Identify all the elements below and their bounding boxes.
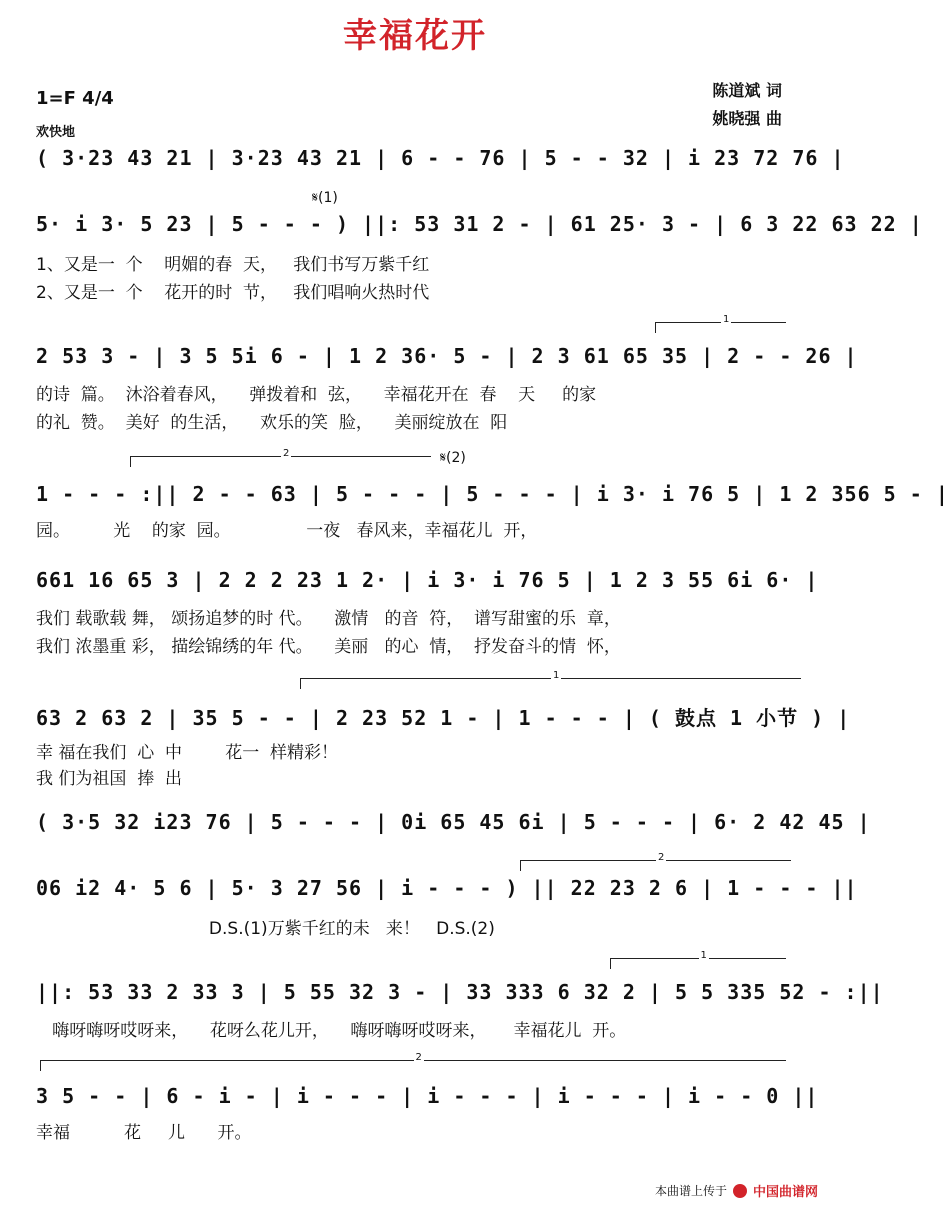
score-line: ( 3·5 32 i23 76 | 5 - - - | 0i 65 45 6i | 5 - - - | 6· 2 42 45 |: [36, 810, 871, 834]
lyric-line: 我 们为祖国 捧 出: [36, 769, 183, 789]
score-line: 3 5 - - | 6 - i - | i - - - | i - - - | i - - - | i - - 0 ||: [36, 1084, 819, 1108]
lyric-line: 1、又是一 个 明媚的春 天， 我们书写万紫千红: [36, 255, 430, 275]
volta-bracket: 1: [300, 678, 801, 689]
lyric-line: 幸福 花 儿 开。: [36, 1123, 252, 1143]
score-line: ||: 53 33 2 33 3 | 5 55 32 3 - | 33 333 6 32 2 | 5 5 335 52 - :||: [36, 980, 884, 1004]
volta-bracket: 2: [40, 1060, 786, 1071]
segno-mark-2: 𝄋(2): [440, 450, 466, 466]
volta-bracket: 1: [655, 322, 786, 333]
score-line: 63 2 63 2 | 35 5 - - | 2 23 52 1 - | 1 - - - | ( 鼓点 1 小节 ) |: [36, 706, 851, 730]
lyric-line: 的诗 篇。 沐浴着春风， 弹拨着和 弦， 幸福花开在 春 天 的家: [36, 385, 597, 405]
segno-mark-1: 𝄋(1): [312, 190, 338, 206]
lyric-line: 我们 浓墨重 彩， 描绘锦绣的年 代。 美丽 的心 情， 抒发奋斗的情 怀，: [36, 637, 621, 657]
lyric-line: 嗨呀嗨呀哎呀来， 花呀么花儿开， 嗨呀嗨呀哎呀来， 幸福花儿 开。: [36, 1021, 627, 1041]
page-title: 幸福花开: [343, 16, 487, 56]
lyric-line: 我们 载歌载 舞， 颂扬追梦的时 代。 激情 的音 符， 谱写甜蜜的乐 章，: [36, 609, 621, 629]
composer-credit: 姚晓强 曲: [712, 109, 782, 128]
site-logo-icon: [733, 1184, 747, 1198]
score-line: 661 16 65 3 | 2 2 2 23 1 2· | i 3· i 76 5 | 1 2 3 55 6i 6· |: [36, 568, 819, 592]
lyric-line: 园。 光 的家 园。 一夜 春风来，幸福花儿 开，: [36, 521, 538, 541]
volta-bracket: 2: [520, 860, 791, 871]
tempo-marking: 欢快地: [36, 125, 76, 140]
lyric-line: 幸 福在我们 心 中 花一 样精彩！: [36, 743, 339, 763]
score-line: ( 3·23 43 21 | 3·23 43 21 | 6 - - 76 | 5 - - 32 | i 23 72 76 |: [36, 146, 845, 170]
site-name-link[interactable]: 中国曲谱网: [752, 1185, 818, 1200]
volta-bracket: 1: [610, 958, 786, 969]
score-line: 06 i2 4· 5 6 | 5· 3 27 56 | i - - - ) || 22 23 2 6 | 1 - - - ||: [36, 876, 858, 900]
volta-bracket: 2: [130, 456, 431, 467]
score-line: 5· i 3· 5 23 | 5 - - - ) ||: 53 31 2 - | 61 25· 3 - | 6 3 22 63 22 |: [36, 212, 923, 236]
lyric-line: 2、又是一 个 花开的时 节， 我们唱响火热时代: [36, 283, 430, 303]
score-line: 2 53 3 - | 3 5 5i 6 - | 1 2 36· 5 - | 2 3 61 65 35 | 2 - - 26 |: [36, 344, 858, 368]
lyricist-credit: 陈道斌 词: [712, 81, 782, 100]
upload-text: 本曲谱上传于: [654, 1184, 727, 1198]
footer-credit: [655, 1181, 818, 1200]
lyric-line: 的礼 赞。 美好 的生活， 欢乐的笑 脸， 美丽绽放在 阳: [36, 413, 508, 433]
key-signature: 1=F 4/4: [36, 88, 114, 109]
score-line: 1 - - - :|| 2 - - 63 | 5 - - - | 5 - - - | i 3· i 76 5 | 1 2 356 5 - |: [36, 482, 949, 506]
lyric-line: D.S.(1)万紫千红的未 来！ D.S.(2): [36, 919, 495, 939]
